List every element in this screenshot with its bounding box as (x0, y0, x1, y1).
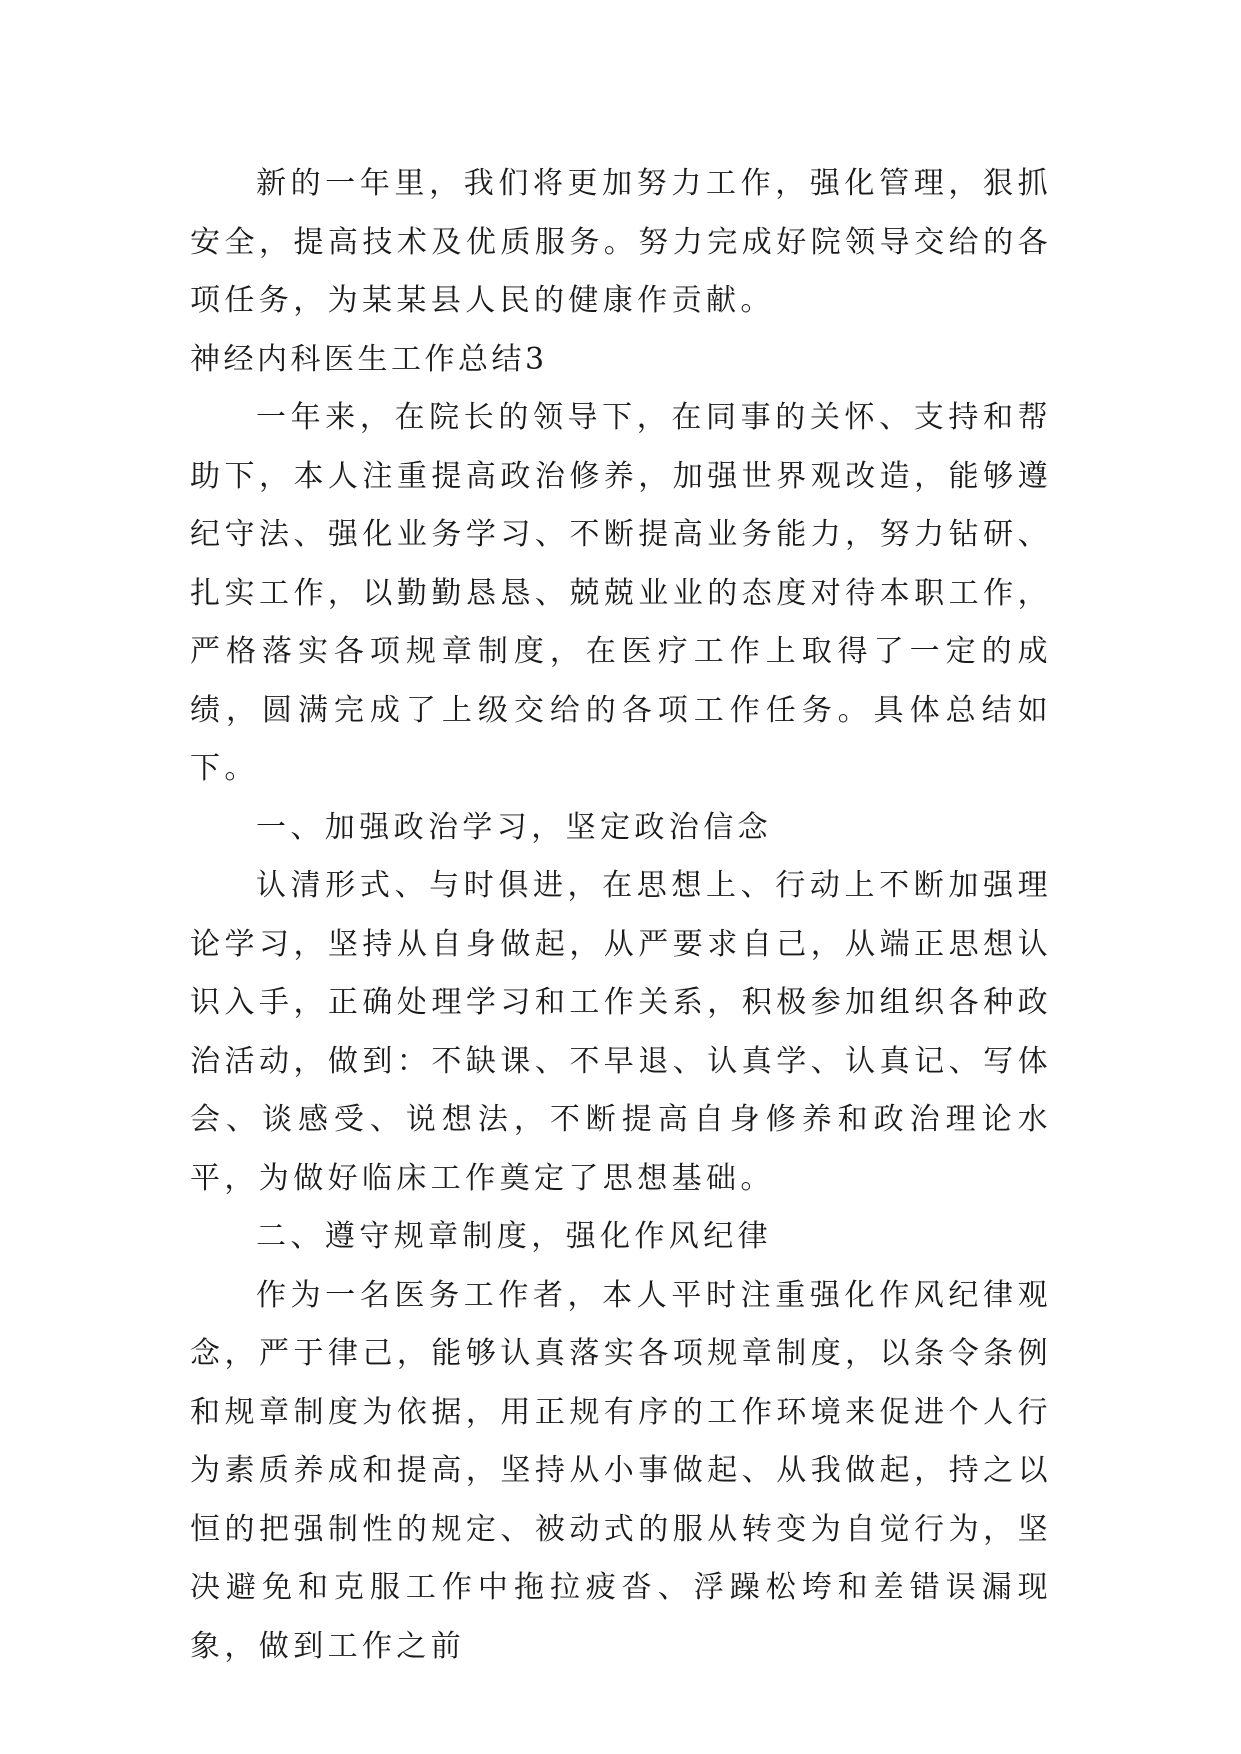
section-heading-2: 二、遵守规章制度，强化作风纪律 (256, 1219, 772, 1254)
section-2-paragraph: 作为一名医务工作者，本人平时注重强化作风纪律观念，严于律己，能够认真落实各项规章制度，以条令条例和规章制度为依据，用正规有序的工作环境来促进个人行为素质养成和提高，坚持从小事做起、从我做起，持之以恒的把强制性的规定、被动式的服从转变为自觉行为，坚决避免和克服工作中拖拉疲沓、浮躁松垮和差错误漏现象，做到工作之前 (190, 1277, 1052, 1664)
section-heading-1: 一、加强政治学习，坚定政治信念 (256, 809, 772, 845)
document-body (190, 155, 1052, 1676)
section-title: 神经内科医生工作总结3 (190, 341, 548, 377)
section-1-paragraph: 认清形式、与时俱进，在思想上、行动上不断加强理论学习，坚持从自身做起，从严要求自己，从端正思想认识入手，正确处理学习和工作关系，积极参加组织各种政治活动，做到：不缺课、不早退、认真学、认真记、写体会、谈感受、说想法，不断提高自身修养和政治理论水平，为做好临床工作奠定了思想基础。 (190, 868, 1052, 1196)
intro-paragraph: 一年来，在院长的领导下，在同事的关怀、支持和帮助下，本人注重提高政治修养，加强世界观改造，能够遵纪守法、强化业务学习、不断提高业务能力，努力钻研、扎实工作，以勤勤恳恳、兢兢业业的态度对待本职工作，严格落实各项规章制度，在医疗工作上取得了一定的成绩，圆满完成了上级交给的各项工作任务。具体总结如下。 (190, 400, 1052, 786)
closing-paragraph: 新的一年里，我们将更加努力工作，强化管理，狠抓安全，提高技术及优质服务。努力完成好院领导交给的各项任务，为某某县人民的健康作贡献。 (190, 166, 1052, 318)
